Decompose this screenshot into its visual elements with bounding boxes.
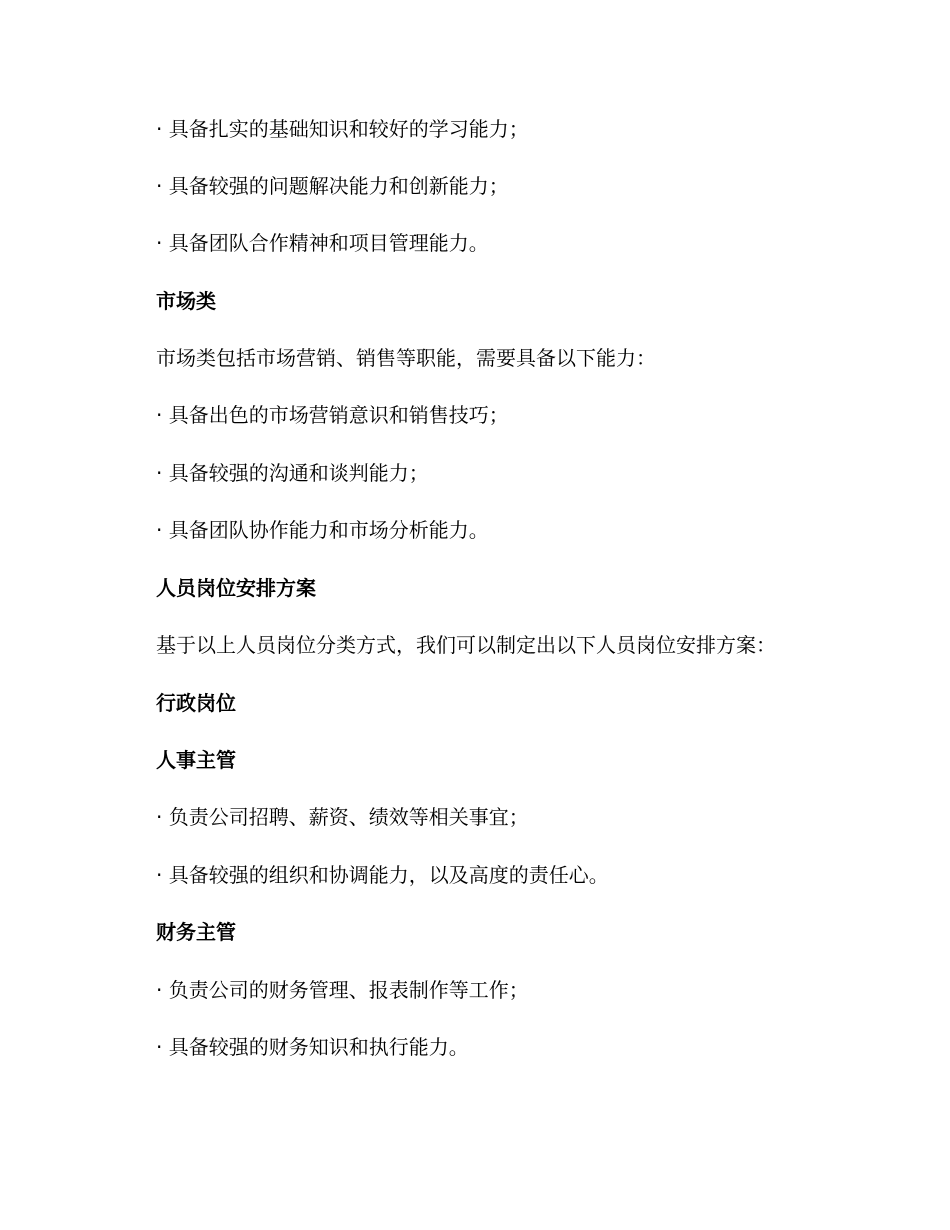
paragraph: 市场类包括市场营销、销售等职能，需要具备以下能力： <box>156 346 656 370</box>
bullet-item: · 负责公司招聘、薪资、绩效等相关事宜； <box>156 805 529 829</box>
section-heading: 行政岗位 <box>156 691 236 715</box>
section-heading: 财务主管 <box>156 920 236 944</box>
section-heading: 人员岗位安排方案 <box>156 576 316 600</box>
paragraph: 基于以上人员岗位分类方式，我们可以制定出以下人员岗位安排方案： <box>156 633 776 657</box>
bullet-item: · 具备扎实的基础知识和较好的学习能力； <box>156 117 529 141</box>
bullet-item: · 具备较强的财务知识和执行能力。 <box>156 1035 469 1059</box>
bullet-item: · 具备出色的市场营销意识和销售技巧； <box>156 403 509 427</box>
section-heading: 市场类 <box>156 289 216 313</box>
bullet-item: · 具备较强的沟通和谈判能力； <box>156 461 429 485</box>
bullet-item: · 具备团队协作能力和市场分析能力。 <box>156 518 489 542</box>
bullet-item: · 负责公司的财务管理、报表制作等工作； <box>156 978 529 1002</box>
bullet-item: · 具备较强的组织和协调能力，以及高度的责任心。 <box>156 863 609 887</box>
bullet-item: · 具备团队合作精神和项目管理能力。 <box>156 231 489 255</box>
bullet-item: · 具备较强的问题解决能力和创新能力； <box>156 174 509 198</box>
section-heading: 人事主管 <box>156 748 236 772</box>
